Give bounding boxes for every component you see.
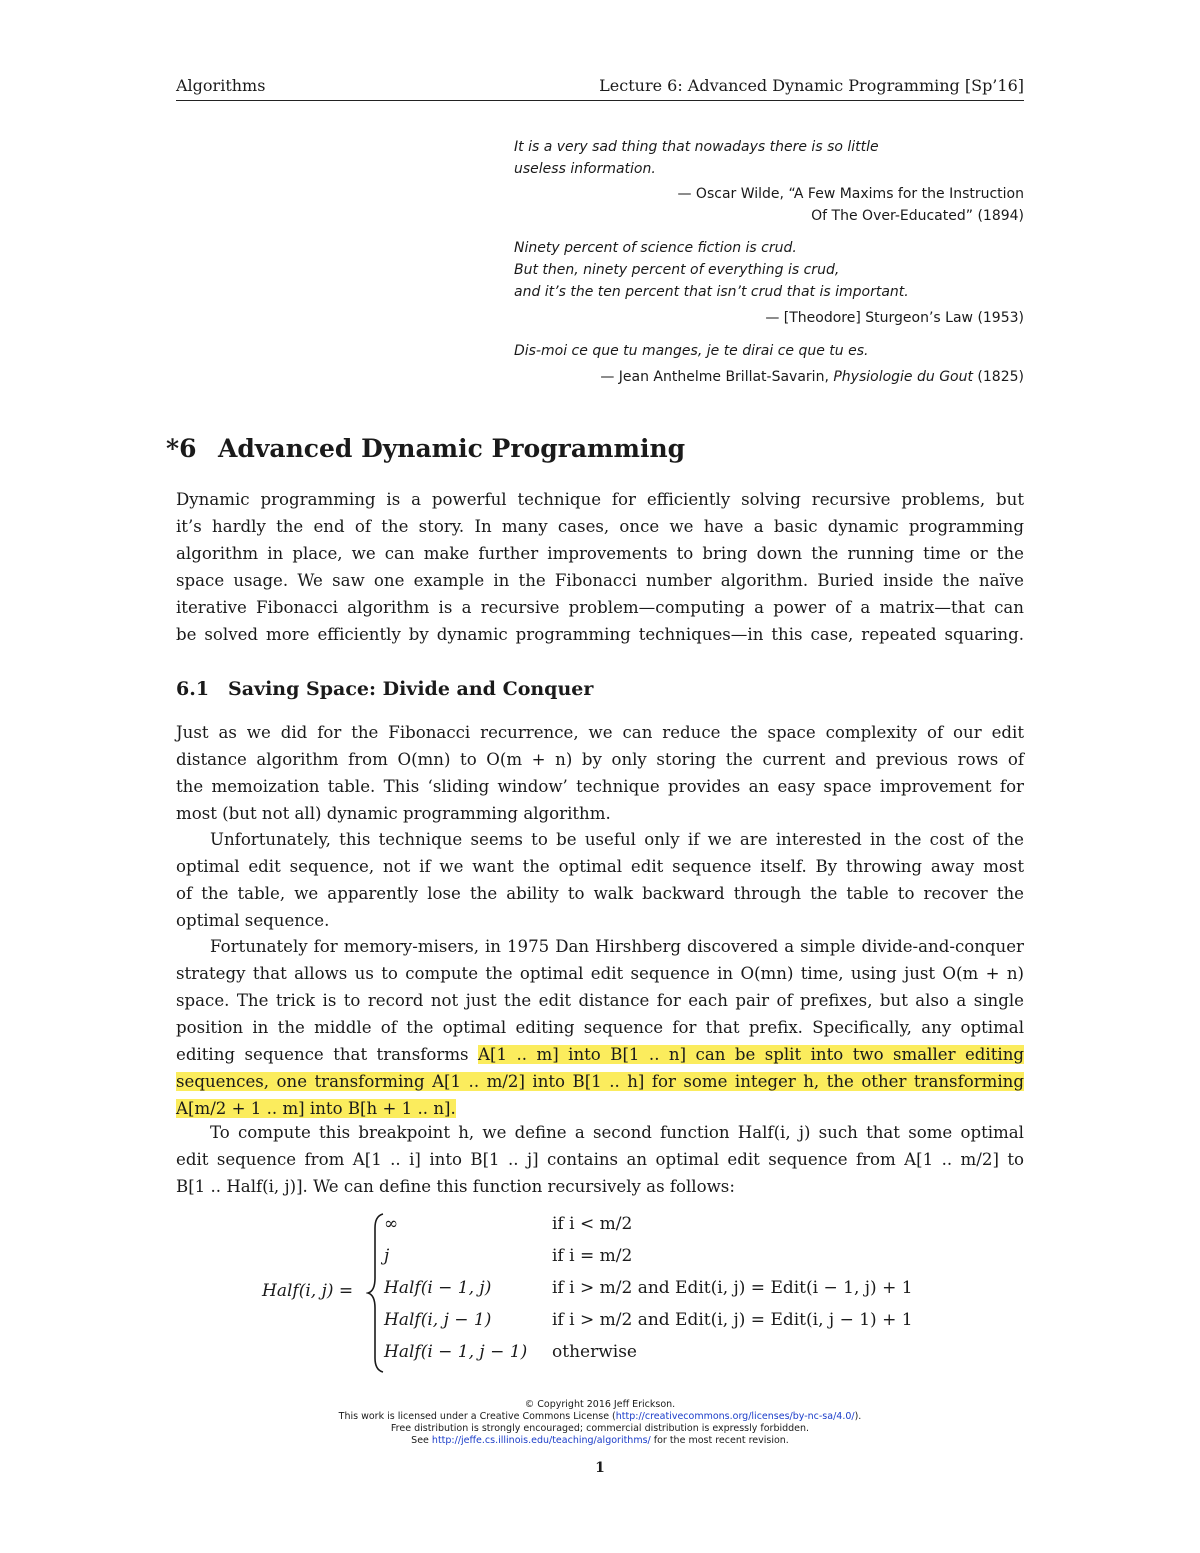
equation-brace: [366, 1212, 386, 1378]
text-line: space. The trick is to record not just the edit distance for each pair of prefixes, but also a single: [176, 991, 1024, 1010]
text-line: be solved more efficiently by dynamic programming techniques—in this case, repeated squaring.: [176, 625, 1024, 644]
epigraph-1-quote: [514, 136, 879, 180]
distribution-notice: Free distribution is strongly encouraged; commercial distribution is expressly forbidden.: [390, 1423, 810, 1434]
epigraph-2-quote: [514, 237, 909, 303]
license-link[interactable]: http://creativecommons.org/licenses/by-nc-sa/4.0/: [615, 1411, 855, 1422]
text-line: of the table, we apparently lose the ability to walk backward through the table to recover the: [176, 884, 1024, 903]
attribution-text: — Jean Anthelme Brillat-Savarin,: [600, 369, 834, 385]
plain-text: editing sequence that transforms: [176, 1045, 479, 1064]
epigraph-line: and it’s the ten percent that isn’t crud that is important.: [514, 284, 909, 300]
license-text: ).: [854, 1411, 862, 1422]
text-line: edit sequence from A[1 .. i] into B[1 .. j] contains an optimal edit sequence from A[1 .. m/2] to: [176, 1150, 1024, 1169]
case-condition: if i < m/2: [552, 1214, 633, 1234]
case-condition: if i = m/2: [552, 1246, 633, 1266]
revision-notice: [176, 1435, 1024, 1447]
section-title: Advanced Dynamic Programming: [218, 434, 686, 463]
case-expression: ∞: [384, 1214, 399, 1234]
text-line: [176, 1095, 1024, 1122]
text-line: position in the middle of the optimal editing sequence for that prefix. Specifically, any optimal: [176, 1018, 1024, 1037]
case-condition: otherwise: [552, 1342, 637, 1362]
revision-text: for the most recent revision.: [650, 1435, 789, 1446]
attribution-year: (1825): [972, 369, 1024, 385]
epigraph-1-attribution: [677, 183, 1024, 227]
equation-lhs: Half(i, j) =: [262, 1281, 354, 1301]
case-expression: j: [384, 1246, 390, 1266]
paragraph-4: [176, 1119, 1024, 1200]
revision-link[interactable]: http://jeffe.cs.illinois.edu/teaching/algorithms/: [431, 1435, 651, 1446]
paragraph-2: [176, 826, 1024, 934]
case-expression: Half(i − 1, j − 1): [384, 1342, 528, 1362]
running-header-right: Lecture 6: Advanced Dynamic Programming [Sp’16]: [599, 76, 1024, 95]
epigraph-line: Ninety percent of science fiction is crud.: [514, 240, 797, 256]
subsection-title: Saving Space: Divide and Conquer: [228, 678, 594, 700]
text-line: distance algorithm from O(mn) to O(m + n) by only storing the current and previous rows of: [176, 750, 1024, 769]
text-line: optimal sequence.: [176, 911, 330, 930]
attribution-line: Of The Over-Educated” (1894): [811, 208, 1024, 224]
highlighted-text: sequences, one transforming A[1 .. m/2] into B[1 .. h] for some integer h, the other transforming: [176, 1072, 1024, 1091]
page-number: 1: [595, 1460, 605, 1476]
text-line: Just as we did for the Fibonacci recurrence, we can reduce the space complexity of our edit: [176, 723, 1024, 742]
text-line: space usage. We saw one example in the Fibonacci number algorithm. Buried inside the naïve: [176, 571, 1024, 590]
text-line: optimal edit sequence, not if we want the optimal edit sequence itself. By throwing away most: [176, 857, 1024, 876]
text-line: To compute this breakpoint h, we define a second function Half(i, j) such that some optimal: [210, 1123, 1024, 1142]
epigraph-line: It is a very sad thing that nowadays there is so little: [514, 139, 879, 155]
paragraph-3: [176, 933, 1024, 1122]
footer: [176, 1399, 1024, 1447]
highlighted-text: A[m/2 + 1 .. m] into B[h + 1 .. n].: [176, 1099, 456, 1118]
paragraph-1: [176, 719, 1024, 827]
epigraph-3-attribution: [600, 366, 1024, 388]
license-notice: [176, 1411, 1024, 1423]
intro-paragraph: [176, 486, 1024, 648]
text-line: algorithm in place, we can make further improvements to bring down the running time or the: [176, 544, 1024, 563]
epigraph-3-quote: Dis-moi ce que tu manges, je te dirai ce que tu es.: [514, 343, 869, 359]
text-line: iterative Fibonacci algorithm is a recursive problem—computing a power of a matrix—that can: [176, 598, 1024, 617]
text-line: the memoization table. This ‘sliding window’ technique provides an easy space improvement for: [176, 777, 1024, 796]
case-expression: Half(i − 1, j): [384, 1278, 492, 1298]
text-line: most (but not all) dynamic programming algorithm.: [176, 804, 611, 823]
text-line: B[1 .. Half(i, j)]. We can define this function recursively as follows:: [176, 1177, 735, 1196]
text-line: Fortunately for memory-misers, in 1975 Dan Hirshberg discovered a simple divide-and-conquer: [210, 937, 1024, 956]
attribution-line: — Oscar Wilde, “A Few Maxims for the Instruction: [677, 186, 1024, 202]
text-line: it’s hardly the end of the story. In many cases, once we have a basic dynamic programming: [176, 517, 1024, 536]
epigraph-line: But then, ninety percent of everything is crud,: [514, 262, 840, 278]
section-number: *6: [166, 434, 197, 463]
copyright-notice: © Copyright 2016 Jeff Erickson.: [524, 1399, 676, 1410]
revision-text: See: [411, 1435, 432, 1446]
text-line: Dynamic programming is a powerful technique for efficiently solving recursive problems, but: [176, 490, 1024, 509]
attribution-book-title: Physiologie du Gout: [833, 369, 973, 385]
epigraph-2-attribution: — [Theodore] Sturgeon’s Law (1953): [765, 310, 1024, 326]
text-line: Unfortunately, this technique seems to be useful only if we are interested in the cost of the: [210, 830, 1024, 849]
license-text: This work is licensed under a Creative Commons License (: [338, 1411, 616, 1422]
case-expression: Half(i, j − 1): [384, 1310, 492, 1330]
running-header-left: Algorithms: [176, 76, 266, 95]
case-condition: if i > m/2 and Edit(i, j) = Edit(i − 1, j) + 1: [552, 1278, 913, 1298]
text-line: [176, 1041, 1024, 1068]
epigraph-line: useless information.: [514, 161, 656, 177]
header-rule: [176, 100, 1024, 101]
text-line: strategy that allows us to compute the optimal edit sequence in O(mn) time, using just O(m + n): [176, 964, 1024, 983]
text-line: [176, 1068, 1024, 1095]
case-condition: if i > m/2 and Edit(i, j) = Edit(i, j − 1) + 1: [552, 1310, 913, 1330]
subsection-number: 6.1: [176, 678, 210, 700]
highlighted-text: A[1 .. m] into B[1 .. n] can be split into two smaller editing: [478, 1045, 1025, 1064]
